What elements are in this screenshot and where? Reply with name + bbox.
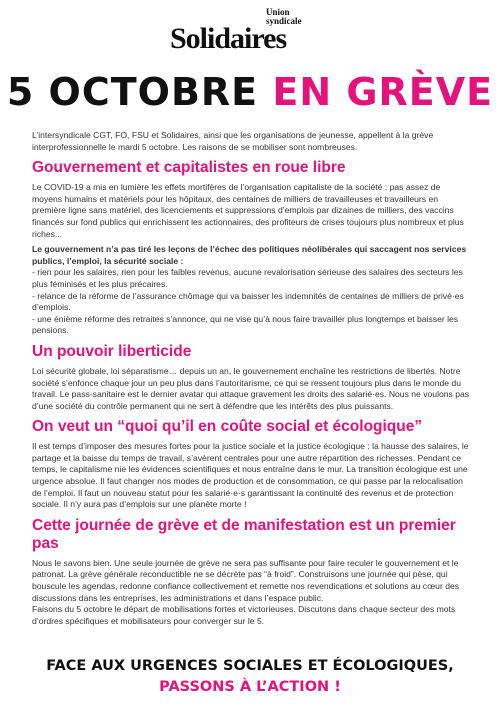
list-item: - rien pour les salaires, rien pour les faibles revenus, aucune revalorisation sérieuse des salaires des secteurs les plus féminisés et les plus précaires. xyxy=(32,267,463,289)
section-title-liberticide: Un pouvoir liberticide xyxy=(32,342,192,360)
section-title-quoi-qu-il-en-coute: On veut un “quoi qu’il en coûte social et écologique” xyxy=(32,418,423,436)
section-paragraph: Le COVID-19 a mis en lumière les effets mortifères de l’organisation capitaliste de la société : pas assez de moyens humains et matériels pour les hôpitaux, des centaines de milliers de travailleuses et travailleurs en première ligne sans matériel, des licenciements et suppressions d’emplois par dizaines de milliers, des vaccins financés sur fond publics qui enrichissent les actionnaires, des profiteurs de crises toujours plus nombreux et plus riches... xyxy=(32,182,464,239)
list-item: - relance de la réforme de l’assurance chômage qui va baisser les indemnités de centaines de milliers de privé·es d’emplois. xyxy=(32,290,464,313)
footer-line-1: FACE AUX URGENCES SOCIALES ET ÉCOLOGIQUES, xyxy=(46,658,454,674)
section-paragraph: Loi sécurité globale, loi séparatisme… depuis un an, le gouvernement enchaîne les restrictions de libertés. Notre société s’enfonce chaque jour un peu plus dans l’autoritarisme, ce qui se ressent toujours plus dans le monde du travail. Le pass-sanitaire est le dernier avatar qui attaque gravement les droits des salarié·es. Nous ne voulons pas d’une société du contrôle permanent qui ne sert à défendre que les intérêts des plus puissants. xyxy=(32,365,470,411)
footer-slogan xyxy=(0,656,500,698)
section-paragraph: Il est temps d’imposer des mesures fortes pour la justice sociale et la justice écologique : la hausse des salaires, le partage et la baisse du temps de travail, s’avèrent centrales pour une autre répartition des richesses. Pendant ce temps, le capitalisme nie les évidences scientifiques et nous entraîne dans le mur. La transition écologique est une urgence absolue. Il faut changer nos modes de production et de consommation, ce qui passe par la relocalisation de l’emploi. Il faut un nouveau statut pour les salarié·e·s garantissant la continuité des revenus et de protection sociale. Il n’y aura pas d’emplois sur une planète morte ! xyxy=(32,441,469,510)
footer-line-2: PASSONS À L’ACTION ! xyxy=(159,679,341,695)
logo-brand: Solidaires xyxy=(170,22,287,55)
section-paragraph: Nous le savons bien. Une seule journée de grève ne sera pas suffisante pour faire reculer le gouvernement et le patronat. La grève générale reconductible ne se décrète pas “à froid”. Construisons une journée qui pèse, qui bouscule les agendas, redonne confiance collectivement et remette nos revendications et solutions au cœur des discussions dans les entreprises, les administrations et dans l’espace public. xyxy=(32,557,460,603)
intro-paragraph: L’intersyndicale CGT, FO, FSU et Solidaires, ainsi que les organisations de jeunesse, appellent à la grève interprofessionnelle le mardi 5 octobre. Les raisons de se mobiliser sont nombreuses. xyxy=(32,130,434,152)
solidaires-logo xyxy=(170,8,330,60)
section-paragraph: Faisons du 5 octobre le départ de mobilisations fortes et victorieuses. Discutons dans chaque secteur des mots d’ordres spécifiques et mobilisateurs pour converger sur le 5. xyxy=(32,604,456,626)
list-item: - une énième réforme des retraites s’annonce, qui ne vise qu’à nous faire travailler plus longtemps et baisser les pensions. xyxy=(32,313,459,336)
section-title-premier-pas: Cette journée de grève et de manifestation est un premier pas xyxy=(32,516,456,552)
logo-union-text: Union xyxy=(266,7,290,17)
title-strike: EN GRÈVE xyxy=(272,70,494,114)
page-title xyxy=(0,68,500,116)
section-title-gouvernement: Gouvernement et capitalistes en roue libre xyxy=(32,159,346,177)
title-date: 5 OCTOBRE xyxy=(6,70,273,114)
document-body xyxy=(32,130,472,631)
section-bold-statement: Le gouvernement n’a pas tiré les leçons de l’échec des politiques néolibérales qui saccagent nos services publics, l’emploi, la sécurité sociale : xyxy=(32,244,467,266)
logo-syndicale-text: syndicale xyxy=(266,16,302,26)
